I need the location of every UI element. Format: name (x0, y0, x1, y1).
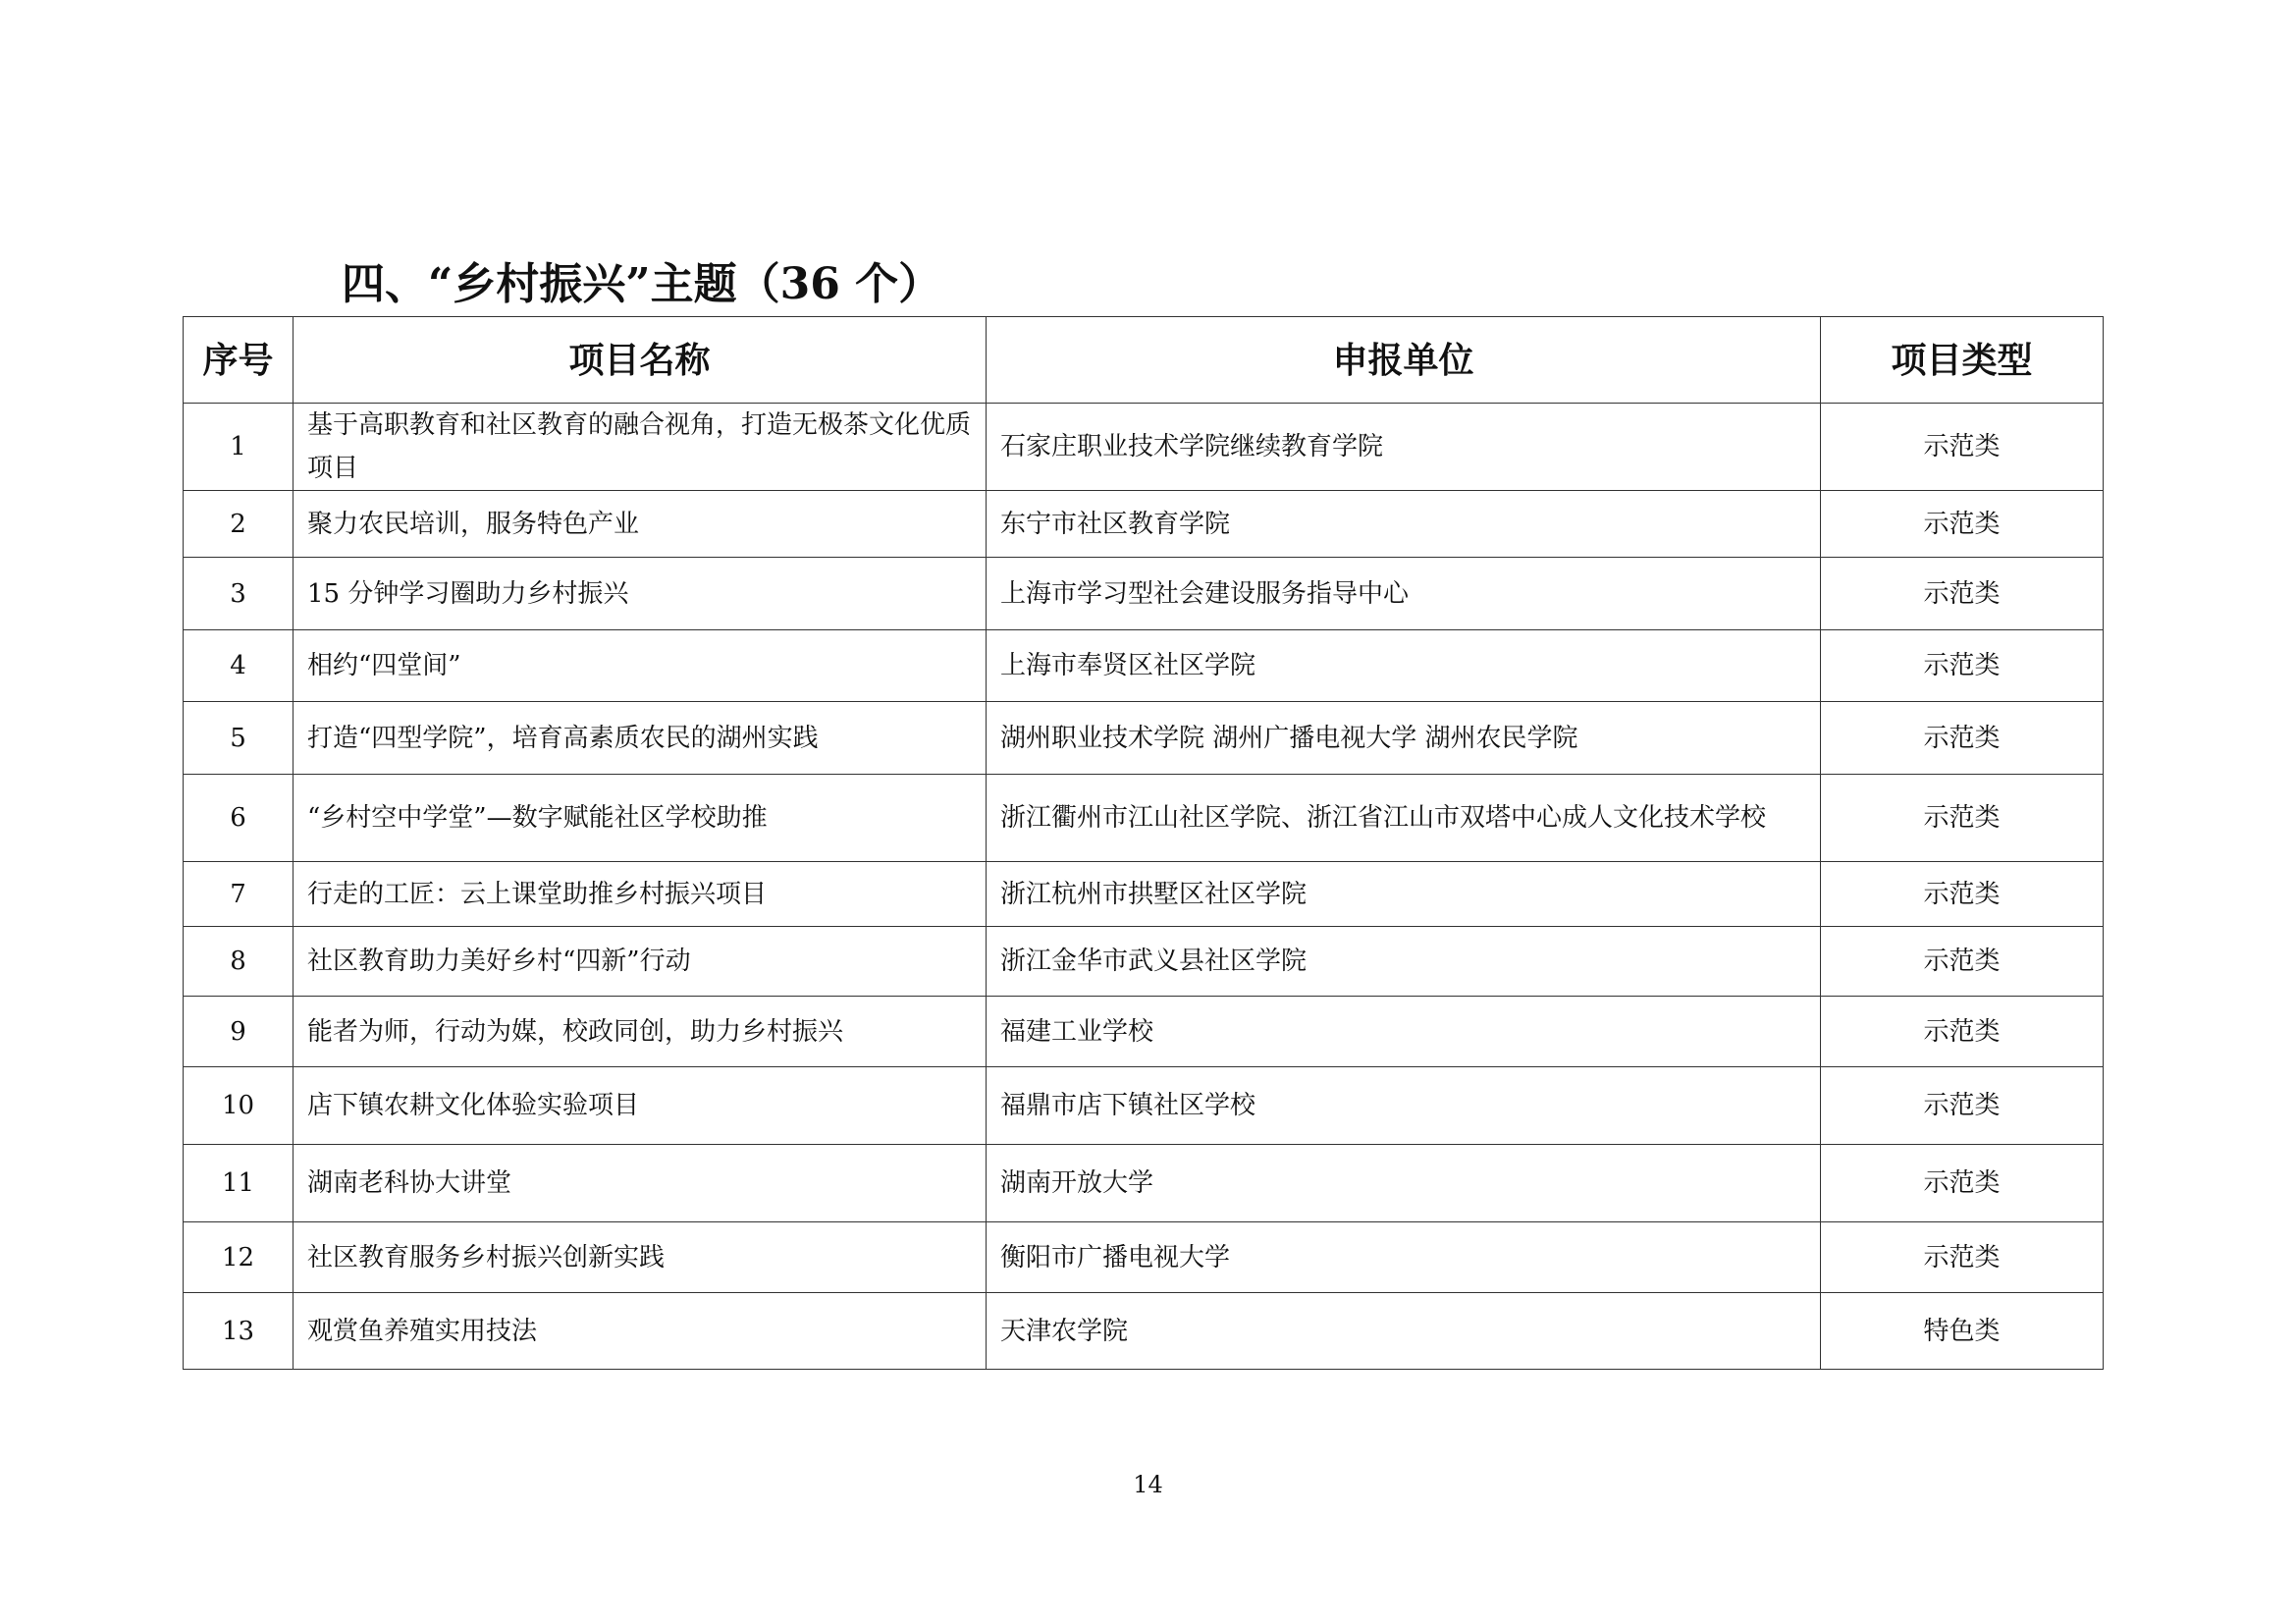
cell-no: 5 (184, 702, 294, 775)
cell-no: 2 (184, 491, 294, 558)
table-row (184, 404, 2104, 491)
cell-unit: 湖南开放大学 (987, 1145, 1821, 1222)
cell-no: 9 (184, 997, 294, 1067)
cell-no: 7 (184, 862, 294, 927)
header-no: 序号 (184, 317, 294, 404)
table-row (184, 630, 2104, 702)
cell-name: 基于高职教育和社区教育的融合视角，打造无极茶文化优质项目 (294, 404, 987, 491)
cell-no: 3 (184, 558, 294, 630)
cell-type: 示范类 (1821, 1222, 2104, 1293)
cell-type: 示范类 (1821, 491, 2104, 558)
cell-unit: 东宁市社区教育学院 (987, 491, 1821, 558)
cell-type: 示范类 (1821, 1067, 2104, 1145)
projects-table (183, 316, 2104, 1370)
cell-name: 聚力农民培训，服务特色产业 (294, 491, 987, 558)
cell-no: 11 (184, 1145, 294, 1222)
table-row (184, 702, 2104, 775)
table-row (184, 997, 2104, 1067)
cell-no: 1 (184, 404, 294, 491)
table-header-row (184, 317, 2104, 404)
table-row (184, 1293, 2104, 1370)
cell-unit: 石家庄职业技术学院继续教育学院 (987, 404, 1821, 491)
cell-name: 社区教育助力美好乡村“四新”行动 (294, 927, 987, 997)
table-row (184, 1067, 2104, 1145)
cell-unit: 上海市奉贤区社区学院 (987, 630, 1821, 702)
cell-unit: 天津农学院 (987, 1293, 1821, 1370)
cell-type: 示范类 (1821, 702, 2104, 775)
cell-name: 店下镇农耕文化体验实验项目 (294, 1067, 987, 1145)
cell-unit: 浙江衢州市江山社区学院、浙江省江山市双塔中心成人文化技术学校 (987, 775, 1821, 862)
cell-no: 13 (184, 1293, 294, 1370)
cell-type: 示范类 (1821, 927, 2104, 997)
cell-no: 12 (184, 1222, 294, 1293)
cell-unit: 衡阳市广播电视大学 (987, 1222, 1821, 1293)
cell-unit: 浙江杭州市拱墅区社区学院 (987, 862, 1821, 927)
cell-name: 相约“四堂间” (294, 630, 987, 702)
table-row (184, 558, 2104, 630)
table-row (184, 775, 2104, 862)
cell-unit: 福建工业学校 (987, 997, 1821, 1067)
cell-name: 打造“四型学院”，培育高素质农民的湖州实践 (294, 702, 987, 775)
cell-no: 6 (184, 775, 294, 862)
cell-type: 示范类 (1821, 404, 2104, 491)
cell-name: 湖南老科协大讲堂 (294, 1145, 987, 1222)
table-row (184, 927, 2104, 997)
table-row (184, 1222, 2104, 1293)
section-title: 四、“乡村振兴”主题（36 个） (342, 259, 942, 309)
cell-type: 特色类 (1821, 1293, 2104, 1370)
cell-unit: 浙江金华市武义县社区学院 (987, 927, 1821, 997)
cell-name: 观赏鱼养殖实用技法 (294, 1293, 987, 1370)
cell-no: 8 (184, 927, 294, 997)
cell-name: “乡村空中学堂”—数字赋能社区学校助推 (294, 775, 987, 862)
page-number: 14 (1133, 1471, 1163, 1498)
cell-unit: 上海市学习型社会建设服务指导中心 (987, 558, 1821, 630)
cell-type: 示范类 (1821, 997, 2104, 1067)
cell-name: 行走的工匠：云上课堂助推乡村振兴项目 (294, 862, 987, 927)
cell-name: 能者为师，行动为媒，校政同创，助力乡村振兴 (294, 997, 987, 1067)
cell-unit: 福鼎市店下镇社区学校 (987, 1067, 1821, 1145)
cell-name: 15 分钟学习圈助力乡村振兴 (294, 558, 987, 630)
cell-type: 示范类 (1821, 558, 2104, 630)
cell-type: 示范类 (1821, 1145, 2104, 1222)
table-row (184, 491, 2104, 558)
cell-name: 社区教育服务乡村振兴创新实践 (294, 1222, 987, 1293)
cell-no: 4 (184, 630, 294, 702)
cell-type: 示范类 (1821, 862, 2104, 927)
table-row (184, 862, 2104, 927)
cell-type: 示范类 (1821, 630, 2104, 702)
table-row (184, 1145, 2104, 1222)
header-type: 项目类型 (1821, 317, 2104, 404)
header-name: 项目名称 (294, 317, 987, 404)
cell-type: 示范类 (1821, 775, 2104, 862)
cell-unit: 湖州职业技术学院 湖州广播电视大学 湖州农民学院 (987, 702, 1821, 775)
cell-no: 10 (184, 1067, 294, 1145)
header-unit: 申报单位 (987, 317, 1821, 404)
